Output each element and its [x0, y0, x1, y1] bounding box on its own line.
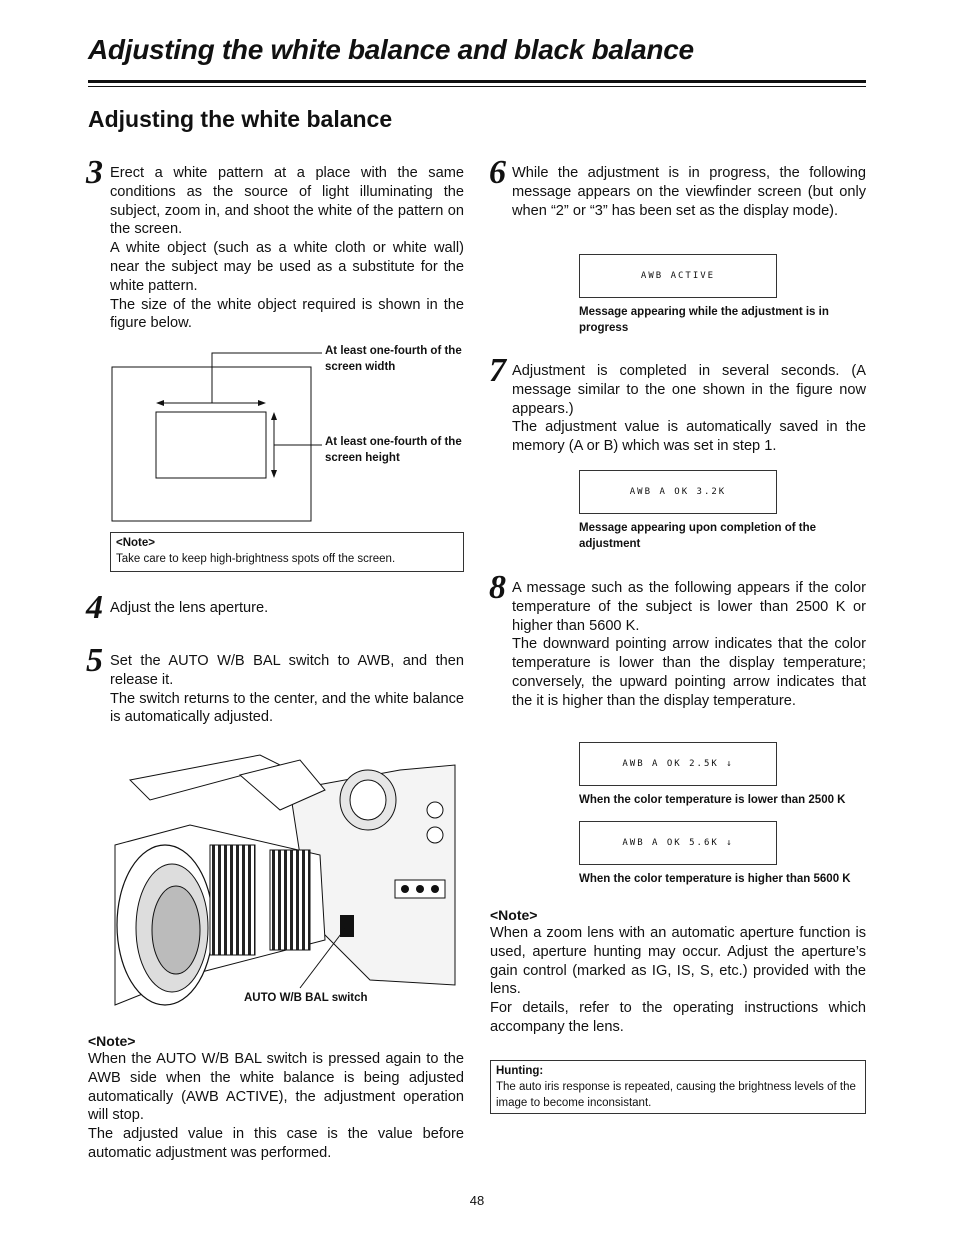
hunting-label: Hunting:	[496, 1065, 544, 1077]
step-6-number: 6	[489, 154, 506, 191]
title-rule	[88, 80, 866, 83]
step-6-text: While the adjustment is in progress, the following message appears on the viewfinder screen (but only when “2” or “3” has been set as the display mode).	[512, 165, 866, 219]
step-3-text	[110, 164, 464, 333]
step-5-number: 5	[86, 642, 103, 679]
step-4-number: 4	[86, 589, 103, 626]
note-3-para-2: For details, refer to the operating instructions which accompany the lens.	[490, 1000, 866, 1035]
hunting-text: The auto iris response is repeated, causing the brightness levels of the image to become inconsistant.	[496, 1081, 856, 1109]
section-title: Adjusting the white balance	[88, 106, 393, 132]
focus-ring	[210, 845, 255, 955]
width-leader	[212, 353, 322, 403]
step-3-para-1: Erect a white pattern at a place with the same conditions as the source of light illuminating the subject, zoom in, and shoot the white of the pattern on the screen.	[110, 165, 464, 238]
caption-lower: When the color temperature is lower than 2500 K	[579, 794, 846, 806]
step-7-text	[512, 362, 866, 456]
note-1-label: <Note>	[116, 537, 155, 549]
title-rule-thin	[88, 86, 866, 87]
step-8-number: 8	[489, 569, 506, 606]
note-2-para-1: When the AUTO W/B BAL switch is pressed again to the AWB side when the white balance is being adjusted automatically (AWB ACTIVE), the adjustment operation will stop.	[88, 1051, 464, 1124]
lcd-awb-active: AWB ACTIVE	[579, 254, 777, 298]
step-8-para-1: A message such as the following appears if the color temperature of the subject is lower than 2500 K or higher than 5600 K.	[512, 580, 866, 634]
step-7-number: 7	[489, 352, 506, 389]
white-object-rect	[156, 412, 266, 478]
lcd-awb-ok-5-6k: AWB A OK 5.6K ↓	[579, 821, 777, 865]
caption-higher: When the color temperature is higher than 5600 K	[579, 873, 851, 885]
note-3	[490, 907, 866, 1037]
note-3-para-1: When a zoom lens with an automatic aperture function is used, aperture hunting may occur. Adjust the aperture’s gain control (marked as IG, IS, S, etc.) provided with the lens.	[490, 925, 866, 998]
note-2-label: <Note>	[88, 1033, 136, 1049]
zoom-ring	[270, 850, 310, 950]
step-5-para-1: Set the AUTO W/B BAL switch to AWB, and then release it.	[110, 653, 464, 688]
step-5-para-2: The switch returns to the center, and the white balance is automatically adjusted.	[110, 690, 464, 726]
note-2-para-2: The adjusted value in this case is the value before automatic adjustment was performed.	[88, 1126, 464, 1161]
page-title: Adjusting the white balance and black balance	[88, 34, 694, 65]
step-3-number: 3	[86, 154, 103, 191]
note-2	[88, 1033, 464, 1163]
note-3-label: <Note>	[490, 907, 538, 923]
width-label: At least one-fourth of the screen width	[325, 345, 462, 373]
note-box-1	[110, 532, 464, 572]
step-7-para-1: Adjustment is completed in several seconds. (A message similar to the one shown in the figure now appears.)	[512, 363, 866, 417]
hunting-box	[490, 1060, 866, 1114]
step-3-para-3: The size of the white object required is shown in the figure below.	[110, 296, 464, 332]
step-5-text	[110, 652, 464, 727]
height-label: At least one-fourth of the screen height	[325, 436, 462, 464]
camera-illustration	[110, 750, 460, 1010]
lcd-awb-ok-3-2k: AWB A OK 3.2K	[579, 470, 777, 514]
caption-awb-ok: Message appearing upon completion of the adjustment	[579, 522, 817, 550]
note-1-text: Take care to keep high-brightness spots off the screen.	[116, 553, 396, 565]
lcd-awb-ok-2-5k: AWB A OK 2.5K ↓	[579, 742, 777, 786]
step-8-para-2: The downward pointing arrow indicates that the color temperature is lower than the display temperature; conversely, the upward pointing arrow indicates that the it is higher than the display temperature.	[512, 636, 866, 709]
switch-caption: AUTO W/B BAL switch	[244, 992, 368, 1004]
caption-awb-active: Message appearing while the adjustment is in progress	[579, 306, 829, 334]
step-8-text	[512, 579, 866, 711]
step-4-text: Adjust the lens aperture.	[110, 600, 269, 616]
page-number: 48	[469, 1193, 485, 1208]
step-3-para-2: A white object (such as a white cloth or white wall) near the subject may be used as a substitute for the white pattern.	[110, 240, 464, 294]
step-7-para-2: The adjustment value is automatically saved in the memory (A or B) which was set in step 1.	[512, 419, 866, 455]
